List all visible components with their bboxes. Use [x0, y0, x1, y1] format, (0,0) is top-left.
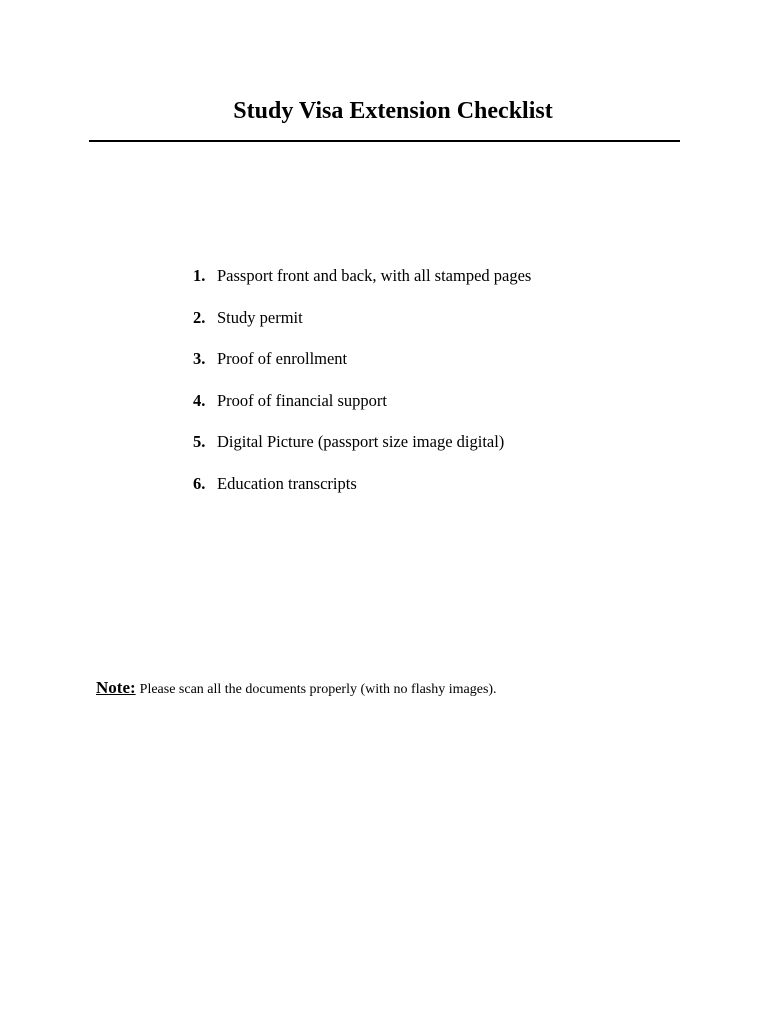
- item-text: Study permit: [217, 307, 303, 327]
- item-number: 4.: [193, 390, 206, 410]
- note-text: Please scan all the documents properly (with no flashy images).: [139, 682, 497, 697]
- checklist-item: [193, 348, 553, 370]
- note-label: Note:: [96, 678, 136, 697]
- item-text: Education transcripts: [217, 473, 357, 493]
- checklist-item: [193, 431, 553, 453]
- checklist-item: [193, 390, 553, 412]
- document-title: Study Visa Extension Checklist: [233, 98, 553, 124]
- checklist: [193, 265, 553, 514]
- item-number: 1.: [193, 266, 206, 285]
- title-divider: [89, 140, 680, 142]
- item-number: 5.: [193, 432, 206, 451]
- checklist-item: [193, 265, 553, 287]
- note: [96, 677, 696, 701]
- item-text: Passport front and back, with all stamped pages: [217, 266, 532, 285]
- item-number: 3.: [193, 349, 206, 368]
- checklist-item: [193, 473, 553, 495]
- checklist-item: [193, 307, 553, 329]
- item-text: Proof of enrollment: [217, 349, 348, 368]
- item-text: Digital Picture (passport size image digital): [217, 432, 505, 451]
- item-number: 2.: [193, 307, 206, 327]
- item-number: 6.: [193, 473, 206, 493]
- item-text: Proof of financial support: [217, 390, 388, 410]
